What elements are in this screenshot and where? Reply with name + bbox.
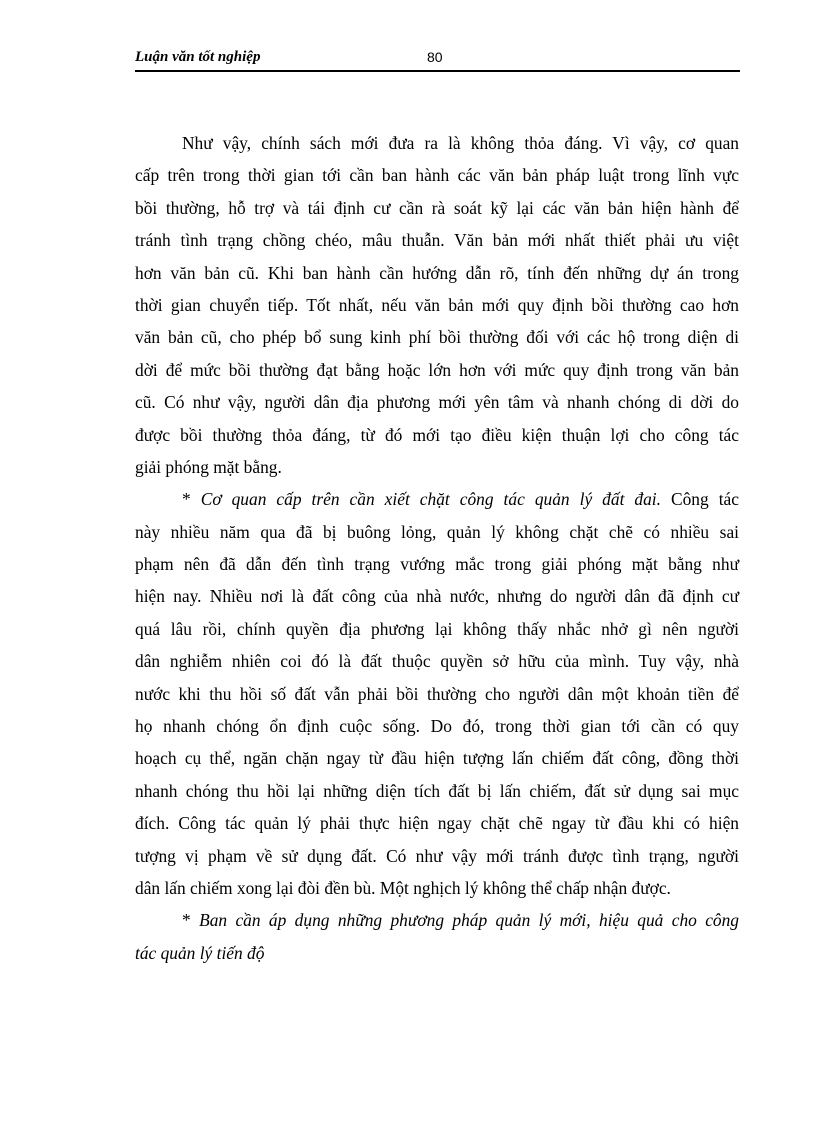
bullet-heading: Ban cần áp dụng những phương pháp quản lý mới, hiệu quả cho công <box>199 910 739 931</box>
text-line: tác quản lý tiến độ <box>135 942 265 963</box>
text-line: hiện nay. Nhiều nơi là đất công của nhà nước, nhưng do người dân đã định cư <box>135 586 739 607</box>
text-line: dân lấn chiếm xong lại đòi đền bù. Một nghịch lý không thể chấp nhận được. <box>135 877 671 898</box>
bullet-heading: Cơ quan cấp trên cần xiết chặt công tác quản lý đất đai. <box>200 489 661 510</box>
page-header <box>135 47 740 71</box>
text-line: giải phóng mặt bằng. <box>135 456 282 477</box>
header-divider <box>135 70 740 72</box>
text-line: nước khi thu hồi số đất vẫn phải bồi thường cho người dân một khoản tiền để <box>135 683 739 704</box>
text-line: được bồi thường thỏa đáng, từ đó mới tạo điều kiện thuận lợi cho công tác <box>135 424 739 445</box>
text-line: cũ. Có như vậy, người dân địa phương mới yên tâm và nhanh chóng di dời do <box>135 392 739 413</box>
text-line: văn bản cũ, cho phép bổ sung kinh phí bồi thường đối với các hộ trong diện di <box>135 327 739 348</box>
bullet-heading-tail: Công tác <box>671 489 739 510</box>
text-line: hoạch cụ thể, ngăn chặn ngay từ đầu hiện tượng lấn chiếm đất công, đồng thời <box>135 748 739 769</box>
page-number: 80 <box>427 49 443 65</box>
text-line: Như vậy, chính sách mới đưa ra là không thỏa đáng. Vì vậy, cơ quan <box>182 133 739 153</box>
text-line: tượng vị phạm về sử dụng đất. Có như vậy mới tránh được tình trạng, người <box>135 845 739 866</box>
bullet-marker: * <box>182 489 191 510</box>
header-title: Luận văn tốt nghiệp <box>135 49 261 65</box>
bullet-heading-line <box>135 904 739 936</box>
body-text <box>135 127 739 969</box>
text-line: họ nhanh chóng ổn định cuộc sống. Do đó, trong thời gian tới cần có quy <box>135 716 739 737</box>
bullet-marker: * <box>182 910 191 931</box>
text-line: nhanh chóng thu hồi lại những diện tích đất bị lấn chiếm, đất sử dụng sai mục <box>135 780 739 801</box>
text-line: bồi thường, hỗ trợ và tái định cư cần rà soát kỹ lại các văn bản hiện hành để <box>135 197 739 218</box>
text-line: thời gian chuyển tiếp. Tốt nhất, nếu văn bản mới quy định bồi thường cao hơn <box>135 294 739 315</box>
text-line: này nhiều năm qua đã bị buông lỏng, quản lý không chặt chẽ có nhiều sai <box>135 521 739 542</box>
text-line: hơn văn bản cũ. Khi ban hành cần hướng dẫn rõ, tính đến những dự án trong <box>135 262 739 283</box>
text-line: tránh tình trạng chồng chéo, mâu thuẫn. Văn bản mới nhất thiết phải ưu việt <box>135 230 739 251</box>
text-line: quá lâu rồi, chính quyền địa phương lại không thấy nhắc nhở gì nên người <box>135 618 739 639</box>
text-line: cấp trên trong thời gian tới cần ban hành các văn bản pháp luật trong lĩnh vực <box>135 165 739 186</box>
text-line: phạm nên đã dẫn đến tình trạng vướng mắc trong giải phóng mặt bằng như <box>135 554 739 575</box>
bullet-heading-line <box>135 483 739 515</box>
text-line: dân nghiễm nhiên coi đó là đất thuộc quyền sở hữu của mình. Tuy vậy, nhà <box>135 651 739 672</box>
text-line: đích. Công tác quản lý phải thực hiện ngay chặt chẽ ngay từ đầu khi có hiện <box>135 813 739 834</box>
text-line: dời để mức bồi thường đạt bằng hoặc lớn hơn với mức quy định trong văn bản <box>135 359 739 380</box>
